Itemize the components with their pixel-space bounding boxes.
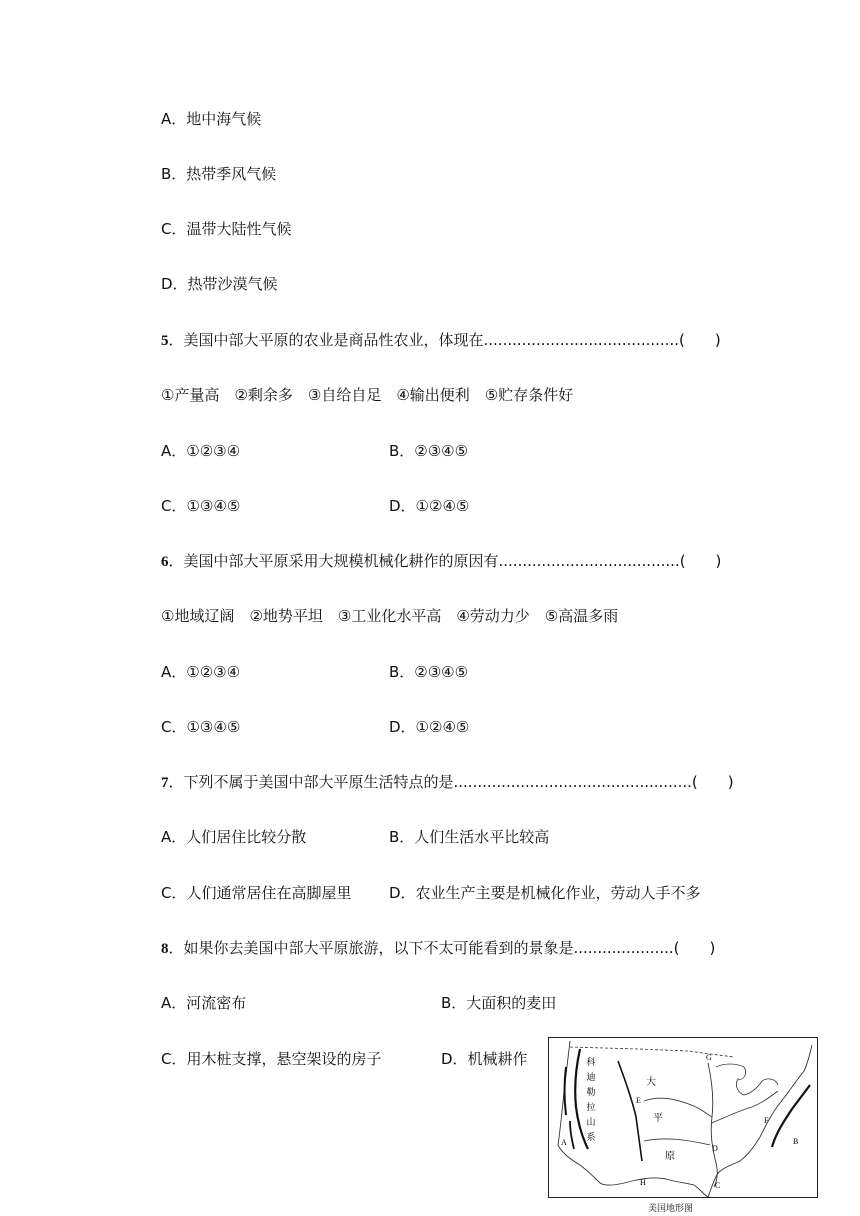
map-plain-label: 大 [646, 1077, 656, 1088]
q8-option-c: C．用木桩支撑，悬空架设的房子 [161, 1050, 382, 1068]
question-number: 8 [161, 941, 169, 957]
question-text: ．美国中部大平原的农业是商品性农业，体现在.........................................( ) [168, 331, 721, 349]
q5-option-b: B．②③④⑤ [389, 442, 469, 460]
map-letter-h: H [640, 1178, 646, 1187]
map-letter-a: A [561, 1138, 567, 1147]
q5-stem [161, 330, 721, 351]
q6-items: ①地域辽阔 ②地势平坦 ③工业化水平高 ④劳动力少 ⑤高温多雨 [161, 607, 619, 625]
q7-option-b: B．人们生活水平比较高 [389, 828, 550, 846]
q7-option-a: A．人们居住比较分散 [161, 828, 307, 846]
question-text: ．美国中部大平原采用大规模机械化耕作的原因有......................................( ) [168, 552, 722, 570]
map-plain-label: 原 [665, 1151, 675, 1162]
q5-option-d: D．①②④⑤ [389, 497, 470, 515]
q6-option-d: D．①②④⑤ [389, 718, 470, 736]
map-mountain-label: 拉 [586, 1103, 596, 1113]
river [644, 1139, 710, 1145]
great-lakes [716, 1064, 778, 1095]
map-caption: 美国地形图 [648, 1204, 694, 1214]
q4-option-c: C．温带大陆性气候 [161, 220, 292, 238]
question-number: 5 [161, 333, 169, 349]
map-letter-f: F [764, 1116, 769, 1125]
map-letter-g: G [706, 1053, 712, 1062]
question-text: ．如果你去美国中部大平原旅游，以下不太可能看到的景象是.....................( ) [168, 939, 716, 957]
q6-stem [161, 551, 721, 572]
map-letter-e: E [636, 1096, 641, 1105]
q8-stem [161, 938, 715, 959]
q6-option-c: C．①③④⑤ [161, 718, 241, 736]
plains-boundary [618, 1061, 642, 1161]
q8-option-a: A．河流密布 [161, 994, 247, 1012]
q8-option-d: D．机械耕作 [441, 1050, 528, 1068]
map-letter-d: D [712, 1144, 718, 1153]
q6-option-b: B．②③④⑤ [389, 663, 469, 681]
q5-option-a: A．①②③④ [161, 442, 241, 460]
q5-items: ①产量高 ②剩余多 ③自给自足 ④输出便利 ⑤贮存条件好 [161, 386, 574, 404]
coastline [558, 1041, 812, 1197]
q6-option-a: A．①②③④ [161, 663, 241, 681]
map-letter-c: C [715, 1181, 721, 1190]
q7-option-c: C．人们通常居住在高脚屋里 [161, 884, 352, 902]
map-mountain-label: 科 [586, 1058, 596, 1068]
map-mountain-label: 系 [586, 1133, 596, 1143]
question-number: 7 [161, 775, 169, 791]
map-plain-label: 平 [653, 1113, 663, 1124]
map-letter-b: B [793, 1137, 799, 1146]
question-number: 6 [161, 554, 169, 570]
map-mountain-label: 勒 [586, 1088, 596, 1098]
us-terrain-map [548, 1037, 818, 1198]
q7-option-d: D．农业生产主要是机械化作业，劳动人手不多 [389, 884, 701, 902]
appalachian-ridge [772, 1085, 810, 1147]
map-mountain-label: 山 [586, 1118, 596, 1128]
q4-option-d: D．热带沙漠气候 [161, 275, 278, 293]
map-mountain-label: 迪 [586, 1073, 596, 1083]
question-text: ．下列不属于美国中部大平原生活特点的是..................................................( ) [168, 773, 734, 791]
q4-option-a: A．地中海气候 [161, 110, 262, 128]
q8-option-b: B．大面积的麦田 [441, 994, 557, 1012]
mississippi-river [708, 1063, 717, 1187]
rocky-ridge [570, 1121, 574, 1149]
q4-option-b: B．热带季风气候 [161, 165, 277, 183]
rocky-ridge [565, 1067, 567, 1115]
q7-stem [161, 772, 734, 793]
q5-option-c: C．①③④⑤ [161, 497, 241, 515]
